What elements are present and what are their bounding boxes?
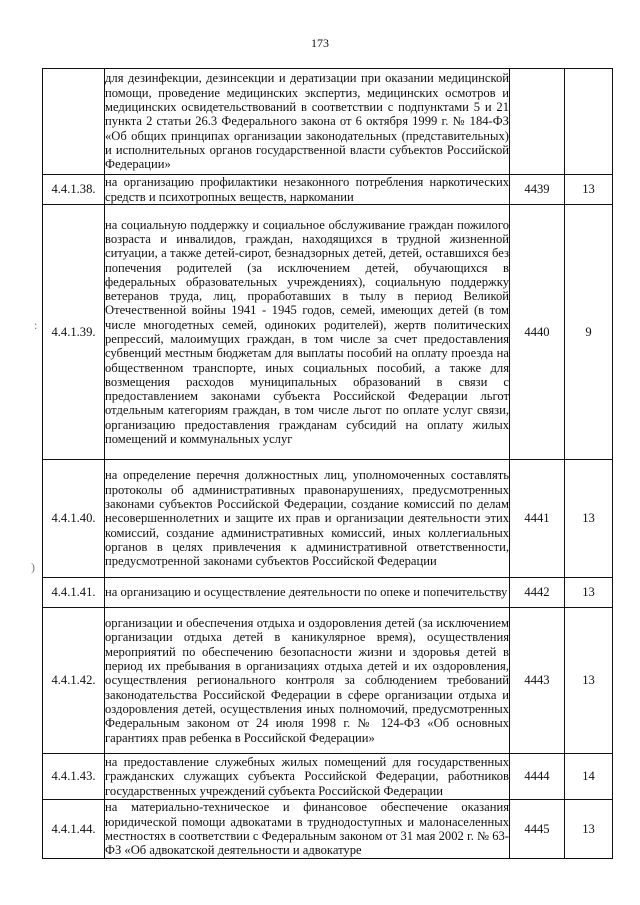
table-row <box>43 175 613 205</box>
row-description: на организацию профилактики незаконного потребления наркотических средств и психотропных веществ, наркомании <box>105 175 509 204</box>
table-row <box>43 578 613 608</box>
margin-mark: : <box>34 318 38 332</box>
row-value <box>565 69 613 175</box>
row-description: на определение перечня должностных лиц, уполномоченных составлять протоколы об административных правонарушениях, предусмотренных законами субъектов Российской Федерации, создание комиссий по делам несовершеннолетних и защите их прав и организации деятельности этих комиссий, создание административных комиссий, иных коллегиальных органов в целях привлечения к административной ответственности, предусмотренной законами субъектов Российской Федерации <box>105 460 510 578</box>
row-description: на предоставление служебных жилых помещений для государственных гражданских служащих субъекта Российской Федерации, работников государственных учреждений субъекта Российской Федерации <box>105 755 509 798</box>
row-value: 13 <box>565 800 613 859</box>
row-value: 13 <box>565 175 613 205</box>
page-number: 173 <box>311 36 329 50</box>
row-number: 4.4.1.43. <box>43 754 105 800</box>
row-description: на организацию и осуществление деятельности по опеке и попечительству <box>105 578 510 608</box>
row-code: 4440 <box>510 205 565 460</box>
table-row <box>43 69 613 175</box>
row-value: 14 <box>565 754 613 800</box>
row-number: 4.4.1.41. <box>43 578 105 608</box>
row-number: 4.4.1.44. <box>43 800 105 859</box>
row-description: организации и обеспечения отдыха и оздоровления детей (за исключением организации отдыха детей в каникулярное время), осуществления мероприятий по обеспечению безопасности жизни и здоровья детей в период их пребывания в организациях отдыха детей и их оздоровления, осуществления регионального контроля за соблюдением требований законодательства Российской Федерации в сфере организации отдыха и оздоровления детей, осуществления иных полномочий, предусмотренных Федеральным законом от 24 июля 1998 г. № 124-ФЗ «Об основных гарантиях прав ребенка в Российской Федерации» <box>105 608 510 754</box>
row-description: для дезинфекции, дезинсекции и дератизации при оказании медицинской помощи, проведение медицинских экспертиз, медицинских осмотров и медицинских освидетельствований в соответствии с подпунктами 5 и 21 пункта 2 статьи 26.3 Федерального закона от 6 октября 1999 г. № 184-ФЗ «Об общих принципах организации законодательных (представительных) и исполнительных органов государственной власти субъектов Российской Федерации» <box>105 69 510 175</box>
row-value: 13 <box>565 460 613 578</box>
table-row <box>43 205 613 460</box>
row-code <box>510 69 565 175</box>
table-row <box>43 800 613 859</box>
row-number: 4.4.1.42. <box>43 608 105 754</box>
row-value: 13 <box>565 608 613 754</box>
table-row <box>43 608 613 754</box>
table-row <box>43 754 613 800</box>
row-code: 4445 <box>510 800 565 859</box>
row-code: 4441 <box>510 460 565 578</box>
row-number <box>43 69 105 175</box>
row-code: 4442 <box>510 578 565 608</box>
row-value: 13 <box>565 578 613 608</box>
row-number: 4.4.1.40. <box>43 460 105 578</box>
row-number: 4.4.1.39. <box>43 205 105 460</box>
row-number: 4.4.1.38. <box>43 175 105 205</box>
margin-mark: ) <box>31 560 35 574</box>
row-description: на материально-техническое и финансовое обеспечение оказания юридической помощи адвокатами в труднодоступных и малонаселенных местностях в соответствии с Федеральным законом от 31 мая 2002 г. № 63-ФЗ «Об адвокатской деятельности и адвокатуре <box>105 800 509 858</box>
row-code: 4444 <box>510 754 565 800</box>
budget-code-table <box>42 68 613 859</box>
row-description: на социальную поддержку и социальное обслуживание граждан пожилого возраста и инвалидов, граждан, находящихся в трудной жизненной ситуации, а также детей-сирот, безнадзорных детей, детей, оставшихся без попечения родителей (за исключением детей, обучающихся в федеральных образовательных учреждениях), социальную поддержку ветеранов труда, лиц, проработавших в тылу в период Великой Отечественной войны 1941 - 1945 годов, семей, имеющих детей (в том числе многодетных семей, одиноких родителей), жертв политических репрессий, малоимущих граждан, в том числе за счет предоставления субвенций местным бюджетам для выплаты пособий на оплату проезда на общественном транспорте, иных социальных пособий, а также для возмещения расходов муниципальных образований в связи с предоставлением законами субъекта Российской Федерации льгот отдельным категориям граждан, в том числе льгот по оплате услуг связи, организацию предоставления гражданам субсидий на оплату жилых помещений и коммунальных услуг <box>105 205 510 460</box>
row-value: 9 <box>565 205 613 460</box>
table-row <box>43 460 613 578</box>
row-code: 4443 <box>510 608 565 754</box>
row-code: 4439 <box>510 175 565 205</box>
